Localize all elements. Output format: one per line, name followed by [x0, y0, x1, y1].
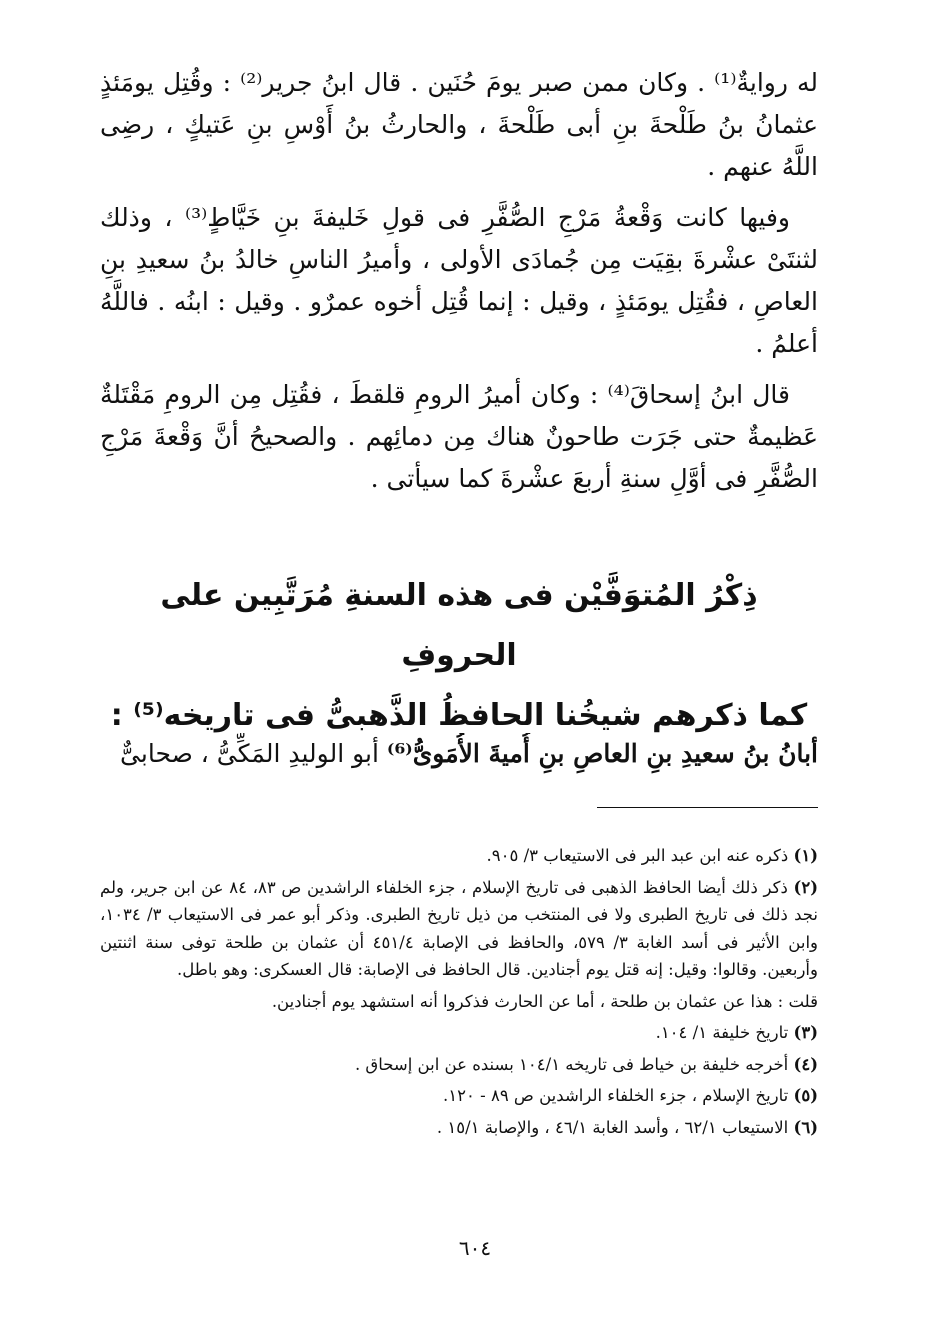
- footnote-number: (٤): [793, 1054, 818, 1074]
- footnote: [100, 1051, 818, 1079]
- footnote-text: قلت : هذا عن عثمان بن طلحة ، أما عن الحارث فذكروا أنه استشهد يوم أجنادين.: [271, 991, 818, 1011]
- main-text: [100, 62, 818, 509]
- footnote: [100, 1019, 818, 1047]
- footnote-number: (٢): [793, 877, 819, 897]
- paragraph: قال ابنُ إسحاقَ⁽⁴⁾ : وكان أميرُ الرومِ قلقطَ ، فقُتِل مِن الرومِ مَقْتَلةٌ عَظيمةٌ حتى جَرَت طاحونٌ هناك مِن دمائِهم . والصحيحُ أنَّ وَقْعةَ مَرْجِ الصُّفَّرِ فى أوَّلِ سنةِ أربعَ عشْرةَ كما سيأتى .: [100, 380, 818, 493]
- footnote-text: ذكره عنه ابن عبد البر فى الاستيعاب ٣/ ٩٠٥.: [486, 846, 789, 865]
- footnote: [100, 842, 818, 870]
- paragraph: وفيها كانت وَقْعةُ مَرْجِ الصُّفَّرِ فى قولِ خَليفةَ بنِ خَيَّاطٍ⁽³⁾ ، وذلك لثنتَىْ عشْرةَ بقِيَت مِن جُمادَى الأولى ، وأميرُ الناسِ خالدُ بنُ سعيدِ بنِ العاصِ ، فقُتِل يومَئذٍ ، وقيل : إنما قُتِل أخوه عمرٌو . وقيل : ابنُه . فاللَّهُ أعلمُ .: [100, 203, 818, 358]
- footnote-text: أخرجه خليفة بن خياط فى تاريخه ١٠٤/١ بسنده عن ابن إسحاق .: [354, 1054, 789, 1074]
- footnote-number: (٣): [793, 1023, 818, 1042]
- page-number: ٦٠٤: [458, 1236, 492, 1260]
- footnote-number: (٥): [793, 1086, 818, 1105]
- entry-name: أبانُ بنُ سعيدِ بنِ العاصِ بنِ أُميةَ الأُمَوىُّ⁽⁶⁾: [386, 739, 818, 768]
- footnote: [100, 988, 818, 1016]
- biography-entry: [100, 733, 818, 775]
- footnote-number: (١): [793, 846, 818, 865]
- footnote-separator: [597, 807, 818, 808]
- paragraph: له روايةٌ⁽¹⁾ . وكان ممن صبر يومَ حُنَين . قال ابنُ جرير⁽²⁾ : وقُتِل يومَئذٍ عثمانُ بنُ طَلْحةَ بنِ أبى طَلْحةَ ، والحارثُ بنُ أَوْسِ بنِ عَتيكٍ ، رضِى اللَّهُ عنهم .: [100, 68, 819, 181]
- heading-line-2: كما ذكرهم شيخُنا الحافظُ الذَّهبىُّ فى تاريخه⁽⁵⁾ :: [110, 698, 808, 733]
- footnote: [100, 1082, 818, 1110]
- footnote-text: تاريخ خليفة ١/ ١٠٤.: [655, 1023, 789, 1042]
- footnote-text: ذكر ذلك أيضا الحافظ الذهبى فى تاريخ الإسلام ، جزء الخلفاء الراشدين ص ٨٣، ٨٤ عن ابن جرير، ولم نجد ذلك فى تاريخ الطبرى ولا فى المنتخب من ذيل تاريخ الطبرى. وذكر أبو عمر فى الاستيعاب ٣/ ١٠٣٤، وابن الأثير فى أسد الغابة ٣/ ٥٧٩، والحافظ فى الإصابة ٤٥١/٤ أن عثمان بن طلحة توفى سنة اثنتين وأربعين. وقالوا: وقيل: إنه قتل يوم أجنادين. قال الحافظ فى الإصابة: قال العسكرى: وهو باطل.: [100, 877, 818, 979]
- section-heading: [100, 566, 818, 746]
- footnote: [100, 874, 818, 984]
- footnotes: [100, 842, 818, 1145]
- heading-line-1: ذِكْرُ المُتوَفَّيْن فى هذه السنةِ مُرَتَّبِين على الحروفِ: [160, 578, 758, 673]
- entry-description: أبو الوليدِ المَكِّىُّ ، صحابىٌّ: [120, 739, 379, 768]
- footnote-text: الاستيعاب ٦٢/١ ، وأسد الغابة ٤٦/١ ، والإصابة ١٥/١ .: [436, 1117, 789, 1137]
- footnote: [100, 1114, 818, 1142]
- footnote-text: تاريخ الإسلام ، جزء الخلفاء الراشدين ص ٨٩ - ١٢٠.: [443, 1086, 789, 1105]
- footnote-number: (٦): [793, 1117, 818, 1137]
